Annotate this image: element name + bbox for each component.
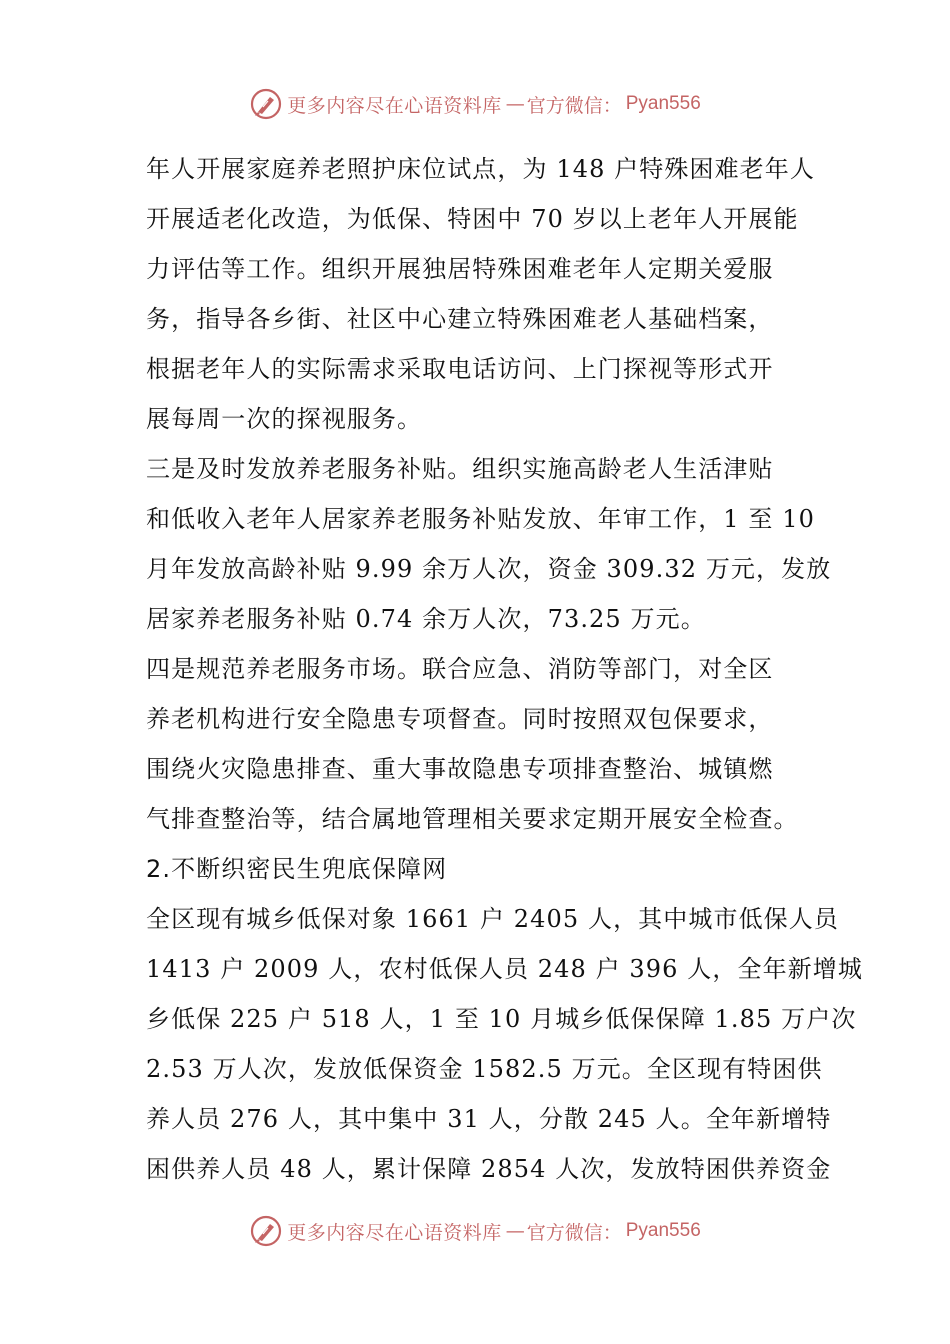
body-line: 开展适老化改造，为低保、特困中 70 岁以上老年人开展能 (146, 205, 799, 233)
watermark-separator: — (505, 1220, 523, 1242)
body-line: 根据老年人的实际需求采取电话访问、上门探视等形式开 (146, 355, 774, 383)
body-line: 1413 户 2009 人，农村低保人员 248 户 396 人，全年新增城 (146, 955, 863, 983)
body-line: 乡低保 225 户 518 人，1 至 10 月城乡低保保障 1.85 万户次 (146, 1005, 857, 1033)
watermark-site-text: 更多内容尽在心语资料库 (287, 94, 502, 117)
footer-watermark (0, 1211, 950, 1251)
section-heading: 2.不断织密民生兜底保障网 (146, 855, 448, 883)
document-body (146, 144, 863, 1194)
body-line: 展每周一次的探视服务。 (146, 405, 423, 433)
body-line: 全区现有城乡低保对象 1661 户 2405 人，其中城市低保人员 (146, 905, 839, 933)
watermark-wechat-id: Pyan556 (625, 93, 701, 114)
body-line: 力评估等工作。组织开展独居特殊困难老年人定期关爱服 (146, 255, 774, 283)
body-line: 困供养人员 48 人，累计保障 2854 人次，发放特困供养资金 (146, 1155, 832, 1183)
body-line: 四是规范养老服务市场。联合应急、消防等部门，对全区 (146, 655, 774, 683)
body-line: 养老机构进行安全隐患专项督查。同时按照双包保要求， (146, 705, 774, 733)
body-line: 三是及时发放养老服务补贴。组织实施高龄老人生活津贴 (146, 455, 774, 483)
fountain-pen-logo-icon (249, 87, 283, 121)
watermark-site-text: 更多内容尽在心语资料库 (287, 1221, 502, 1244)
body-line: 年人开展家庭养老照护床位试点，为 148 户特殊困难老年人 (146, 155, 815, 183)
watermark-official-label: 官方微信： (526, 94, 622, 117)
body-line: 气排查整治等，结合属地管理相关要求定期开展安全检查。 (146, 805, 799, 833)
body-line: 月年发放高龄补贴 9.99 余万人次，资金 309.32 万元，发放 (146, 555, 832, 583)
body-line: 围绕火灾隐患排查、重大事故隐患专项排查整治、城镇燃 (146, 755, 774, 783)
body-line: 务，指导各乡街、社区中心建立特殊困难老人基础档案， (146, 305, 774, 333)
body-line: 和低收入老年人居家养老服务补贴发放、年审工作，1 至 10 (146, 505, 815, 533)
watermark-separator: — (505, 93, 523, 115)
header-watermark (0, 84, 950, 124)
watermark-wechat-id: Pyan556 (625, 1220, 701, 1241)
fountain-pen-logo-icon (249, 1214, 283, 1248)
body-line: 居家养老服务补贴 0.74 余万人次，73.25 万元。 (146, 605, 706, 633)
body-line: 养人员 276 人，其中集中 31 人，分散 245 人。全年新增特 (146, 1105, 832, 1133)
body-line: 2.53 万人次，发放低保资金 1582.5 万元。全区现有特困供 (146, 1055, 823, 1083)
watermark-official-label: 官方微信： (526, 1221, 622, 1244)
